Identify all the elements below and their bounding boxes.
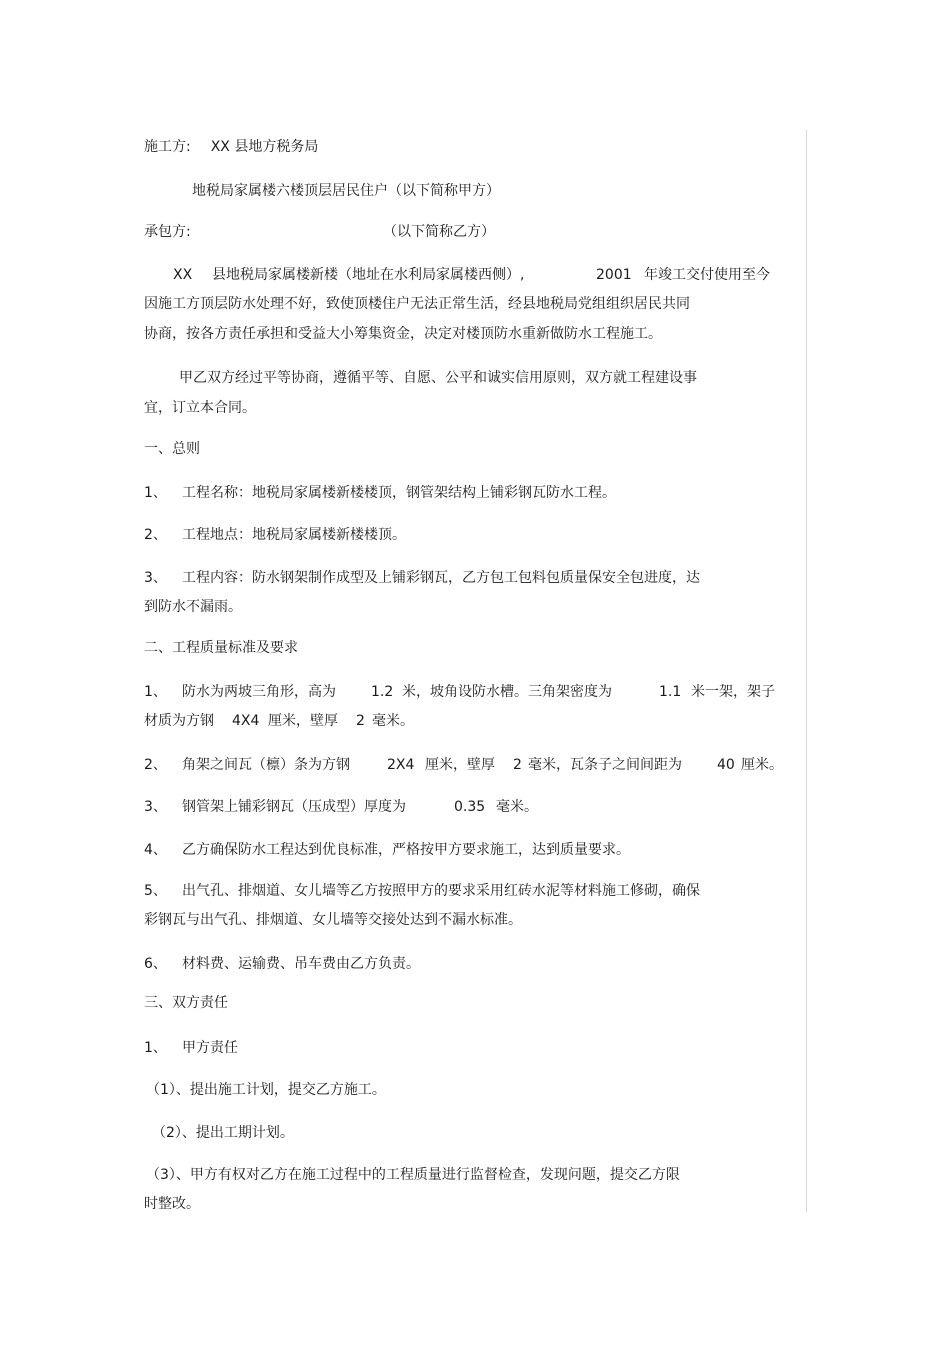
intro-line-2: 因施工方顶层防水处理不好，致使顶楼住户无法正常生活，经县地税局党组组织居民共同 bbox=[144, 296, 690, 312]
s2-item-2-d: 2 bbox=[513, 757, 522, 773]
s1-item-1-num: 1、 bbox=[144, 485, 167, 501]
s2-item-1-d: 1.1 bbox=[659, 684, 682, 700]
s2-item-1-cont-c: 厘米，壁厚 bbox=[268, 713, 338, 729]
s2-item-1-num: 1、 bbox=[144, 684, 167, 700]
s2-item-1-cont-a: 材质为方钢 bbox=[144, 713, 214, 729]
s1-item-2-text: 工程地点：地税局家属楼新楼楼顶。 bbox=[182, 527, 406, 543]
intro-line-1d: 年竣工交付使用至今 bbox=[644, 267, 770, 283]
s3-sub-2: （2）、提出工期计划。 bbox=[152, 1125, 294, 1141]
party-a-line: 地税局家属楼六楼顶层居民住户（以下简称甲方） bbox=[192, 183, 500, 199]
s3-item-1-text: 甲方责任 bbox=[182, 1040, 238, 1056]
section-2-title: 二、工程质量标准及要求 bbox=[144, 640, 298, 656]
s2-item-1-a: 防水为两坡三角形，高为 bbox=[182, 684, 336, 700]
intro-line-3: 协商，按各方责任承担和受益大小筹集资金，决定对楼顶防水重新做防水工程施工。 bbox=[144, 326, 662, 342]
s2-item-2-a: 角架之间瓦（檩）条为方钢 bbox=[182, 757, 350, 773]
s2-item-2-num: 2、 bbox=[144, 757, 167, 773]
s3-sub-3: （3）、甲方有权对乙方在施工过程中的工程质量进行监督检查，发现问题，提交乙方限 bbox=[146, 1167, 680, 1183]
s1-item-3-cont: 到防水不漏雨。 bbox=[144, 599, 242, 615]
s2-item-6-num: 6、 bbox=[144, 956, 167, 972]
s3-sub-1: （1）、提出施工计划，提交乙方施工。 bbox=[146, 1082, 386, 1098]
s2-item-3-num: 3、 bbox=[144, 799, 167, 815]
s2-item-3-c: 毫米。 bbox=[496, 799, 538, 815]
agreement-line-2: 宜，订立本合同。 bbox=[144, 400, 256, 416]
s1-item-3-num: 3、 bbox=[144, 570, 167, 586]
contractor-label: 施工方: bbox=[144, 139, 191, 155]
s2-item-6-text: 材料费、运输费、吊车费由乙方负责。 bbox=[182, 956, 420, 972]
s3-sub-3-cont: 时整改。 bbox=[144, 1196, 200, 1212]
section-3-title: 三、双方责任 bbox=[144, 995, 228, 1011]
s2-item-1-c: 米，坡角设防水槽。三角架密度为 bbox=[402, 684, 612, 700]
s1-item-1-text: 工程名称：地税局家属楼新楼楼顶，钢管架结构上铺彩钢瓦防水工程。 bbox=[182, 485, 616, 501]
intro-line-1c: 2001 bbox=[596, 267, 632, 283]
s2-item-1-e: 米一架，架子 bbox=[691, 684, 775, 700]
s2-item-1-cont-e: 毫米。 bbox=[372, 713, 414, 729]
s2-item-4-num: 4、 bbox=[144, 842, 167, 858]
s2-item-2-b: 2X4 bbox=[387, 757, 415, 773]
party-b-label: 承包方: bbox=[144, 224, 191, 240]
s2-item-4-text: 乙方确保防水工程达到优良标准，严格按甲方要求施工，达到质量要求。 bbox=[182, 842, 630, 858]
contractor-line bbox=[144, 137, 318, 157]
s2-item-2-e: 毫米，瓦条子之间间距为 bbox=[528, 757, 682, 773]
s2-item-5-text: 出气孔、排烟道、女儿墙等乙方按照甲方的要求采用红砖水泥等材料施工修砌，确保 bbox=[182, 883, 700, 899]
s2-item-2-g: 厘米。 bbox=[741, 757, 783, 773]
page-margin-rule bbox=[806, 130, 807, 1212]
s2-item-5-cont: 彩钢瓦与出气孔、排烟道、女儿墙等交接处达到不漏水标准。 bbox=[144, 912, 522, 928]
s2-item-5-num: 5、 bbox=[144, 883, 167, 899]
s1-item-3-text: 工程内容：防水钢架制作成型及上铺彩钢瓦，乙方包工包料包质量保安全包进度，达 bbox=[182, 570, 700, 586]
s2-item-3-a: 钢管架上铺彩钢瓦（压成型）厚度为 bbox=[182, 799, 406, 815]
agreement-line-1: 甲乙双方经过平等协商，遵循平等、自愿、公平和诚实信用原则，双方就工程建设事 bbox=[179, 370, 697, 386]
s2-item-2-f: 40 bbox=[717, 757, 735, 773]
s2-item-2-c: 厘米，壁厚 bbox=[425, 757, 495, 773]
s2-item-3-b: 0.35 bbox=[454, 799, 486, 815]
s2-item-1-cont-b: 4X4 bbox=[232, 713, 260, 729]
party-b-desc: （以下简称乙方） bbox=[383, 224, 495, 240]
section-1-title: 一、总则 bbox=[144, 441, 200, 457]
s2-item-1-b: 1.2 bbox=[371, 684, 394, 700]
s2-item-1-cont-d: 2 bbox=[356, 713, 365, 729]
s3-item-1-num: 1、 bbox=[144, 1040, 167, 1056]
intro-line-1b: 县地税局家属楼新楼（地址在水利局家属楼西侧）, bbox=[212, 267, 525, 283]
s1-item-2-num: 2、 bbox=[144, 527, 167, 543]
intro-line-1a: XX bbox=[173, 267, 193, 283]
contractor-name: XX 县地方税务局 bbox=[210, 139, 319, 155]
